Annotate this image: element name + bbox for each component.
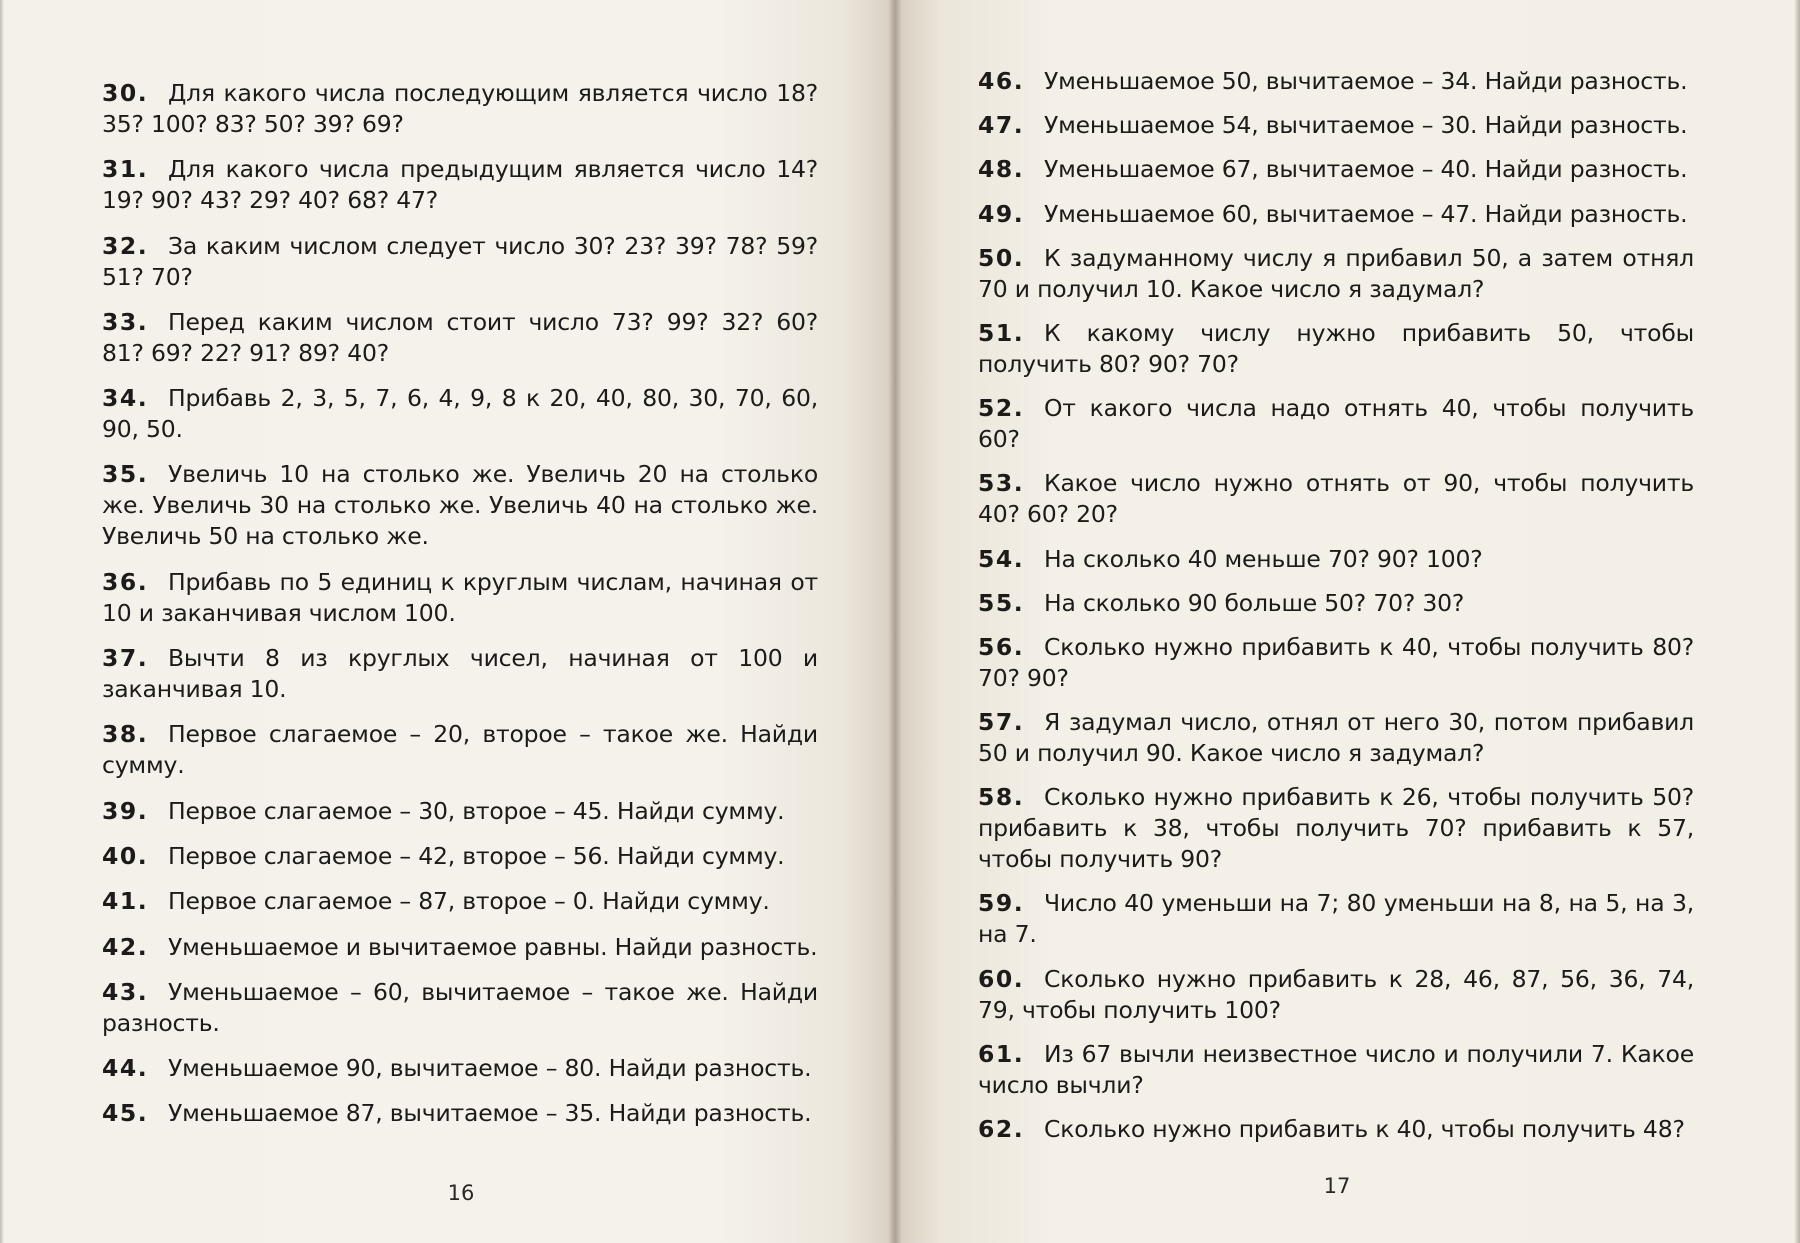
problem-text: Уменьшаемое 50, вычитаемое – 34. Найди разность. [1044, 67, 1688, 95]
page-edge-shadow [1794, 0, 1800, 1243]
page-edge-shadow [0, 0, 4, 1243]
problem-number: 59. [978, 889, 1025, 918]
problem-item [102, 154, 818, 216]
problem-item [978, 468, 1694, 530]
book-gutter [888, 0, 902, 1243]
problem-number: 38. [102, 720, 149, 749]
problem-item [978, 544, 1694, 575]
problem-text: К какому числу нужно прибавить 50, чтобы получить 80? 90? 70? [978, 318, 1694, 378]
problem-item [978, 632, 1694, 694]
problem-item [102, 886, 818, 917]
problem-item [978, 964, 1694, 1026]
problem-item [102, 841, 818, 872]
problem-number: 43. [102, 977, 149, 1006]
problem-item [102, 383, 818, 445]
problem-text: Для какого числа предыдущим является число 14? 19? 90? 43? 29? 40? 68? 47? [102, 155, 818, 215]
problem-text: Перед каким числом стоит число 73? 99? 32? 60? 81? 69? 22? 91? 89? 40? [102, 307, 818, 367]
problem-text: Увеличь 10 на столько же. Увеличь 20 на столько же. Увеличь 30 на столько же. Увеличь 40 на столько же. Увеличь 50 на столько же. [102, 460, 818, 551]
problem-text: Уменьшаемое 60, вычитаемое – 47. Найди разность. [1044, 199, 1688, 228]
problem-item [102, 796, 818, 827]
problem-number: 41. [102, 887, 149, 916]
problem-item [978, 1114, 1694, 1145]
problem-text: Сколько нужно прибавить к 40, чтобы получить 80? 70? 90? [978, 632, 1694, 692]
problem-number: 36. [102, 567, 149, 596]
problem-text: Вычти 8 из круглых чисел, начиная от 100 и заканчивая 10. [102, 644, 818, 704]
problem-text: К задуманному числу я прибавил 50, а затем отнял 70 и получил 10. Какое число я задумал? [978, 243, 1694, 303]
problem-text: Уменьшаемое – 60, вычитаемое – такое же. Найди разность. [102, 977, 818, 1037]
problem-text: Прибавь 2, 3, 5, 7, 6, 4, 9, 8 к 20, 40, 80, 30, 70, 60, 90, 50. [102, 384, 818, 444]
problem-text: Сколько нужно прибавить к 26, чтобы получить 50? прибавить к 38, чтобы получить 70? прибавить к 57, чтобы получить 90? [978, 783, 1694, 874]
problem-number: 48. [978, 155, 1025, 184]
problem-number: 34. [102, 384, 149, 413]
problem-item [978, 199, 1694, 230]
problem-item [102, 567, 818, 629]
problem-list [978, 66, 1694, 1158]
problem-number: 46. [978, 67, 1025, 95]
problem-text: Первое слагаемое – 30, второе – 45. Найди сумму. [168, 796, 785, 825]
problem-text: Первое слагаемое – 87, второе – 0. Найди сумму. [168, 887, 770, 916]
problem-item [102, 977, 818, 1039]
problem-text: На сколько 40 меньше 70? 90? 100? [1044, 544, 1483, 573]
problem-item [978, 393, 1694, 455]
problem-item [978, 588, 1694, 619]
problem-text: Какое число нужно отнять от 90, чтобы получить 40? 60? 20? [978, 469, 1694, 529]
problem-list [102, 78, 818, 1144]
problem-text: Уменьшаемое 67, вычитаемое – 40. Найди разность. [1044, 155, 1688, 184]
problem-number: 39. [102, 796, 149, 825]
problem-text: Сколько нужно прибавить к 28, 46, 87, 56, 36, 74, 79, чтобы получить 100? [978, 964, 1694, 1024]
problem-item [978, 1039, 1694, 1101]
problem-item [102, 719, 818, 781]
problem-number: 31. [102, 155, 149, 184]
problem-number: 44. [102, 1054, 149, 1083]
problem-number: 37. [102, 644, 149, 673]
problem-number: 60. [978, 964, 1025, 993]
problem-number: 53. [978, 469, 1025, 498]
problem-text: За каким числом следует число 30? 23? 39? 78? 59? 51? 70? [102, 231, 818, 291]
problem-text: Уменьшаемое и вычитаемое равны. Найди разность. [168, 932, 818, 961]
problem-text: На сколько 90 больше 50? 70? 30? [1044, 588, 1465, 617]
page-number: 16 [447, 1181, 475, 1205]
problem-number: 45. [102, 1099, 149, 1128]
right-page [895, 0, 1800, 1243]
problem-text: Уменьшаемое 90, вычитаемое – 80. Найди разность. [168, 1054, 812, 1083]
problem-item [978, 243, 1694, 305]
problem-text: Уменьшаемое 54, вычитаемое – 30. Найди разность. [1044, 111, 1688, 140]
problem-number: 54. [978, 544, 1025, 573]
problem-number: 62. [978, 1115, 1025, 1143]
page-number: 17 [1323, 1174, 1351, 1198]
problem-text: Первое слагаемое – 42, второе – 56. Найди сумму. [168, 841, 785, 870]
problem-item [102, 231, 818, 293]
problem-number: 51. [978, 318, 1025, 347]
problem-item [102, 643, 818, 705]
problem-text: Уменьшаемое 87, вычитаемое – 35. Найди разность. [168, 1099, 812, 1128]
problem-text: Сколько нужно прибавить к 40, чтобы получить 48? [1044, 1115, 1685, 1143]
problem-number: 32. [102, 231, 149, 260]
problem-number: 61. [978, 1039, 1025, 1068]
problem-item [102, 932, 818, 963]
left-page [0, 0, 895, 1243]
problem-number: 35. [102, 460, 149, 489]
problem-number: 57. [978, 708, 1025, 737]
problem-text: Я задумал число, отнял от него 30, потом прибавил 50 и получил 90. Какое число я задумал? [978, 708, 1694, 768]
problem-number: 33. [102, 307, 149, 336]
problem-number: 30. [102, 79, 149, 107]
problem-item [978, 154, 1694, 185]
problem-item [102, 1053, 818, 1084]
problem-text: Прибавь по 5 единиц к круглым числам, начиная от 10 и заканчивая числом 100. [102, 567, 818, 627]
problem-item [978, 782, 1694, 875]
problem-item [102, 1098, 818, 1129]
problem-item [102, 78, 818, 140]
problem-text: Для какого числа последующим является число 18? 35? 100? 83? 50? 39? 69? [102, 79, 818, 138]
problem-item [978, 707, 1694, 769]
problem-number: 52. [978, 394, 1025, 423]
problem-number: 49. [978, 199, 1025, 228]
problem-number: 55. [978, 588, 1025, 617]
problem-item [978, 110, 1694, 141]
problem-number: 42. [102, 932, 149, 961]
problem-number: 47. [978, 111, 1025, 140]
problem-number: 58. [978, 783, 1025, 812]
problem-item [102, 459, 818, 552]
problem-item [978, 66, 1694, 97]
problem-item [978, 888, 1694, 950]
problem-text: От какого числа надо отнять 40, чтобы получить 60? [978, 394, 1694, 454]
problem-text: Число 40 уменьши на 7; 80 уменьши на 8, на 5, на 3, на 7. [978, 889, 1694, 949]
problem-item [102, 307, 818, 369]
problem-text: Первое слагаемое – 20, второе – такое же. Найди сумму. [102, 720, 818, 780]
problem-item [978, 318, 1694, 380]
problem-number: 40. [102, 841, 149, 870]
problem-text: Из 67 вычли неизвестное число и получили 7. Какое число вычли? [978, 1039, 1694, 1099]
problem-number: 56. [978, 632, 1025, 661]
problem-number: 50. [978, 243, 1025, 272]
